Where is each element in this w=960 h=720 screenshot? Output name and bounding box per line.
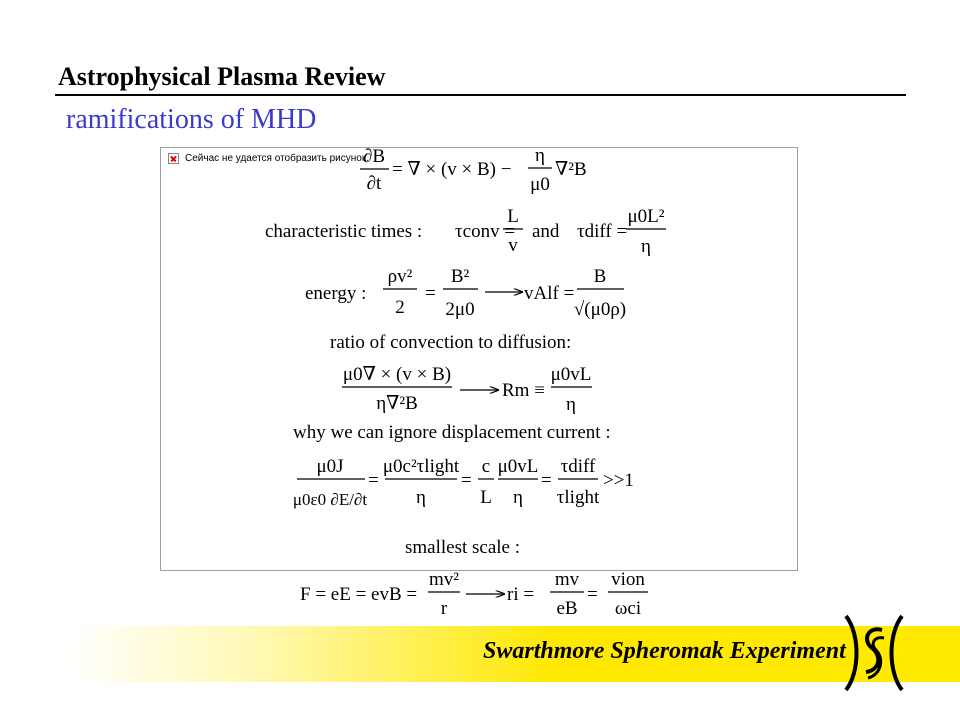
svg-text:τdiff: τdiff [560, 456, 596, 477]
svg-text:=: = [461, 470, 472, 491]
svg-text:=: = [368, 470, 379, 491]
svg-text:η∇²B: η∇²B [376, 393, 418, 414]
svg-text:μ0J: μ0J [316, 456, 344, 477]
svg-text:c: c [481, 456, 491, 477]
svg-text:μ0∇ × (v × B): μ0∇ × (v × B) [342, 364, 452, 385]
svg-text:mv²: mv² [429, 569, 459, 590]
induction-equation [360, 145, 587, 195]
svg-text:√(μ0ρ): √(μ0ρ) [573, 299, 627, 320]
scale-equation [300, 569, 648, 619]
svg-text:vAlf =: vAlf = [524, 283, 575, 304]
ratio-equation [342, 364, 592, 415]
svg-text:ρv²: ρv² [387, 266, 413, 287]
svg-text:τlight: τlight [556, 487, 600, 508]
svg-text:eB: eB [556, 598, 578, 619]
scale-label: smallest scale : [405, 537, 521, 558]
svg-text:L: L [507, 206, 519, 227]
svg-text:mv: mv [554, 569, 580, 590]
svg-text:μ0L²: μ0L² [627, 206, 665, 227]
svg-text:∂B: ∂B [362, 146, 386, 167]
svg-text:∂t: ∂t [366, 173, 382, 194]
svg-text:vion: vion [611, 569, 645, 590]
footer-text: Swarthmore Spheromak Experiment [483, 638, 846, 664]
svg-text:v: v [508, 235, 518, 256]
svg-text:>>1: >>1 [603, 470, 634, 491]
svg-text:τdiff =: τdiff = [577, 221, 628, 242]
svg-text:η: η [566, 394, 576, 415]
characteristic-times-equation [265, 206, 666, 257]
svg-text:∇²B: ∇²B [555, 159, 587, 180]
svg-text:L: L [480, 487, 492, 508]
displacement-label: why we can ignore displacement current : [293, 422, 611, 443]
page-title: Astrophysical Plasma Review [58, 62, 386, 91]
ratio-label: ratio of convection to diffusion: [330, 332, 572, 353]
svg-text:μ0vL: μ0vL [550, 364, 592, 385]
svg-text:μ0c²τlight: μ0c²τlight [382, 456, 460, 477]
svg-text:Rm ≡: Rm ≡ [502, 380, 545, 401]
svg-text:F = eE = evB =: F = eE = evB = [300, 584, 418, 605]
svg-text:μ0ε0 ∂E/∂t: μ0ε0 ∂E/∂t [292, 490, 368, 509]
svg-text:= ∇ × (v × B) −: = ∇ × (v × B) − [392, 159, 512, 180]
svg-text:η: η [513, 487, 523, 508]
svg-text:=: = [541, 470, 552, 491]
broken-image-message: Сейчас не удается отобразить рисунок. [185, 153, 369, 164]
svg-text:B: B [593, 266, 607, 287]
svg-text:η: η [416, 487, 426, 508]
svg-text:2μ0: 2μ0 [445, 299, 475, 320]
svg-text:2: 2 [395, 297, 405, 318]
svg-text:τconv =: τconv = [455, 221, 516, 242]
slide-subtitle: ramifications of MHD [66, 104, 317, 135]
displacement-equation [293, 456, 634, 509]
svg-text:η: η [535, 145, 545, 166]
svg-text:ωci: ωci [614, 598, 642, 619]
ssx-logo-icon [838, 612, 910, 694]
svg-text:characteristic times :: characteristic times : [265, 221, 423, 242]
svg-text:B²: B² [450, 266, 470, 287]
svg-text:and: and [532, 221, 560, 242]
svg-text:=: = [425, 283, 436, 304]
svg-text:μ0: μ0 [530, 174, 550, 195]
svg-text:μ0vL: μ0vL [497, 456, 539, 477]
svg-text:ri =: ri = [507, 584, 535, 605]
svg-text:r: r [440, 598, 448, 619]
svg-text:energy :: energy : [305, 283, 367, 304]
svg-text:=: = [587, 584, 598, 605]
energy-equation [305, 266, 626, 320]
svg-text:η: η [641, 236, 651, 257]
